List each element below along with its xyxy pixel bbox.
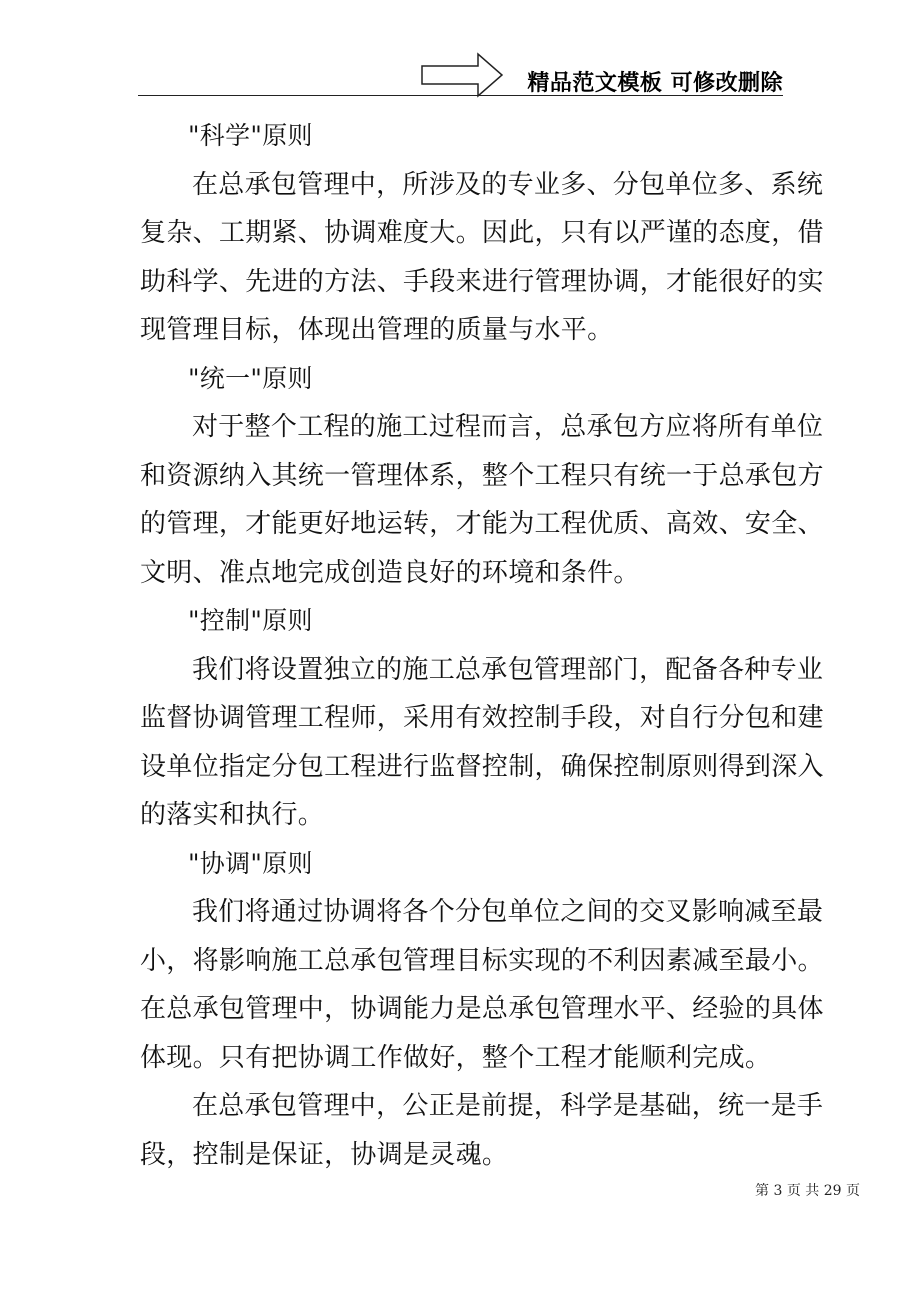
body-paragraph (140, 1082, 824, 1179)
heading-text: "协调"原则 (188, 848, 313, 878)
paragraph-line: 在总承包管理中，协调能力是总承包管理水平、经验的具体 (140, 994, 824, 1024)
body-paragraph (140, 888, 824, 1082)
section-heading (140, 355, 785, 404)
paragraph-line: 对于整个工程的施工过程而言，总承包方应将所有单位 (192, 412, 824, 442)
right-arrow-outline-icon (420, 52, 504, 98)
paragraph-line: 的落实和执行。 (140, 800, 325, 830)
page-number: 第 3 页 共 29 页 (755, 1183, 860, 1199)
heading-text: "控制"原则 (188, 606, 313, 635)
document-body (140, 112, 824, 1179)
body-paragraph (140, 161, 824, 355)
section-heading (140, 112, 785, 161)
paragraph-line: 小，将影响施工总承包管理目标实现的不利因素减至最小。 (140, 945, 824, 976)
body-paragraph (140, 646, 824, 840)
paragraph-line: 体现。只有把协调工作做好，整个工程才能顺利完成。 (140, 1042, 772, 1073)
paragraph-line: 和资源纳入其统一管理体系，整个工程只有统一于总承包方 (140, 460, 824, 491)
paragraph-line: 助科学、先进的方法、手段来进行管理协调，才能很好的实 (140, 266, 824, 297)
heading-text: "科学"原则 (188, 121, 313, 150)
paragraph-line: 现管理目标，体现出管理的质量与水平。 (140, 315, 614, 345)
paragraph-line: 监督协调管理工程师，采用有效控制手段，对自行分包和建 (140, 703, 824, 733)
paragraph-line: 在总承包管理中，公正是前提，科学是基础，统一是手 (192, 1091, 824, 1121)
paragraph-line: 在总承包管理中，所涉及的专业多、分包单位多、系统 (192, 169, 824, 200)
header-label: 精品范文模板 可修改删除 (527, 71, 783, 96)
section-heading (140, 597, 785, 646)
page-header (138, 50, 783, 100)
paragraph-line: 我们将设置独立的施工总承包管理部门，配备各种专业 (192, 654, 824, 685)
paragraph-line: 的管理，才能更好地运转，才能为工程优质、高效、安全、 (140, 509, 824, 539)
paragraph-line: 段，控制是保证，协调是灵魂。 (140, 1139, 509, 1170)
header-rule (138, 95, 783, 96)
paragraph-line: 复杂、工期紧、协调难度大。因此，只有以严谨的态度，借 (140, 218, 824, 248)
section-heading (140, 840, 785, 889)
paragraph-line: 文明、准点地完成创造良好的环境和条件。 (140, 557, 640, 588)
heading-text: "统一"原则 (188, 363, 313, 393)
paragraph-line: 我们将通过协调将各个分包单位之间的交叉影响减至最 (192, 897, 824, 927)
paragraph-line: 设单位指定分包工程进行监督控制，确保控制原则得到深入 (140, 751, 824, 782)
body-paragraph (140, 403, 824, 597)
